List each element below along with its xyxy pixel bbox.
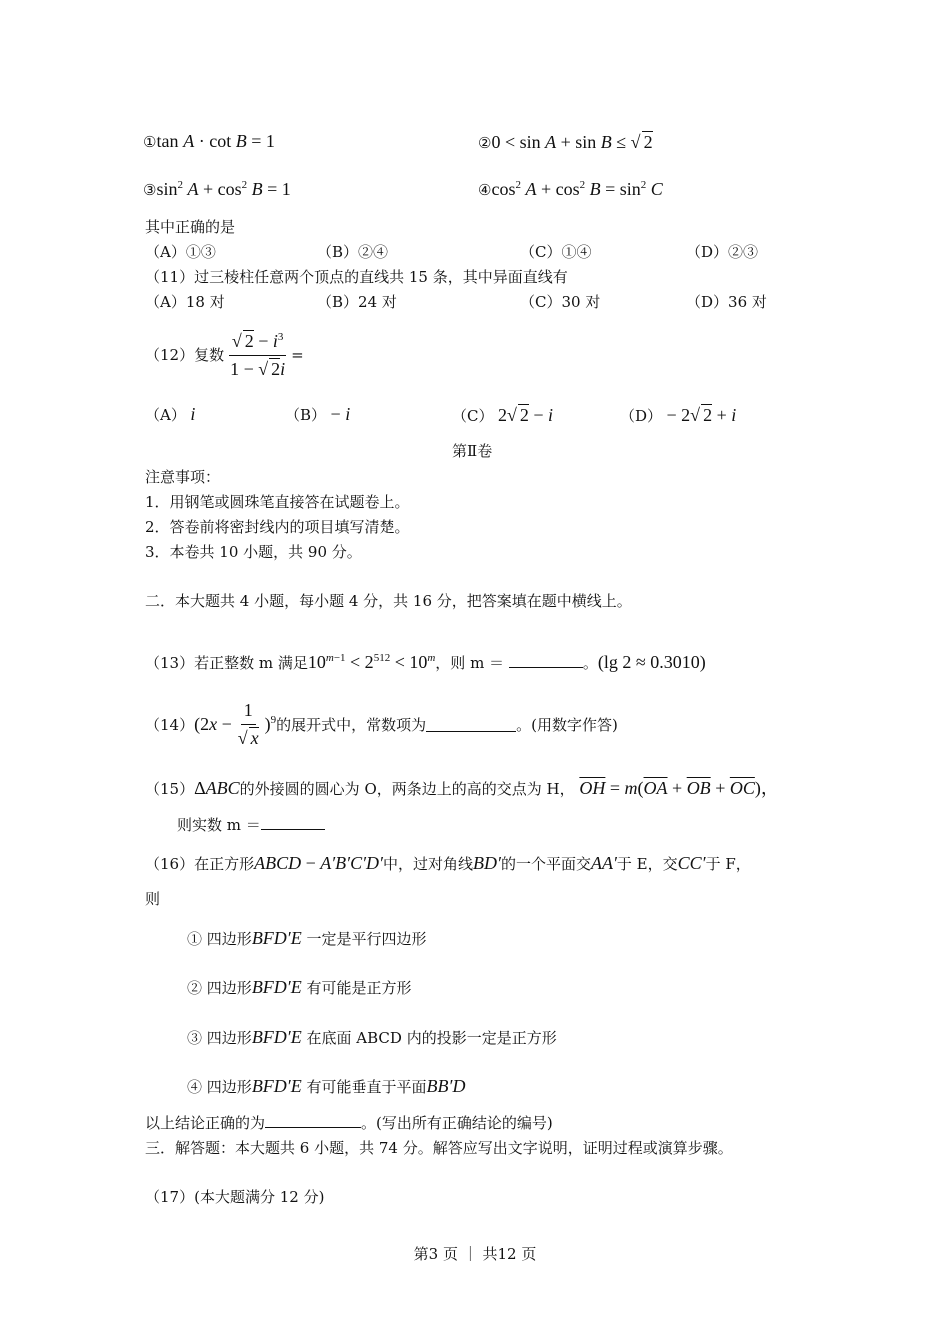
q16-item-4: ④ 四边形BFD′E 有可能垂直于平面BB′D bbox=[187, 1076, 466, 1096]
statement-1: ①tan A · cot B = 1 bbox=[143, 131, 275, 151]
q16-item-3: ③ 四边形BFD′E 在底面 ABCD 内的投影一定是正方形 bbox=[187, 1027, 557, 1047]
section-title: 第Ⅱ卷 bbox=[452, 442, 493, 460]
q12-fraction: $\frac{√ 2 - i^3}{1 - √ 2i}$ bbox=[230, 331, 286, 379]
notice-3: 3．本卷共 10 小题，共 90 分。 bbox=[145, 543, 362, 561]
q12-option-a: （A） i bbox=[145, 404, 196, 424]
q12-option-b: （B） − i bbox=[285, 404, 351, 424]
q11-option-d: （D）36 对 bbox=[686, 293, 767, 311]
q11-option-a: （A）18 对 bbox=[145, 293, 225, 311]
q10-prompt: 其中正确的是 bbox=[145, 218, 236, 236]
q14-answer-blank[interactable] bbox=[426, 717, 516, 732]
q16-item-1: ① 四边形BFD′E 一定是平行四边形 bbox=[187, 928, 427, 948]
q11-stem: （11）过三棱柱任意两个顶点的直线共 15 条，其中异面直线有 bbox=[145, 268, 568, 286]
q16-item-2: ② 四边形BFD′E 有可能是正方形 bbox=[187, 977, 412, 997]
notice-1: 1．用钢笔或圆珠笔直接答在试题卷上。 bbox=[145, 493, 410, 511]
q12-option-d: （D） − 2√ 2 + i bbox=[620, 405, 737, 425]
q13-answer-blank[interactable] bbox=[509, 667, 583, 668]
q10-option-a: （A）①③ bbox=[145, 243, 216, 261]
q13: （13）若正整数 m 满足$10^{m-1} < 2^{512} < 10^m$，则 m ＝ 。(lg 2 ≈ 0.3010) bbox=[145, 652, 706, 672]
q11-option-c: （C）30 对 bbox=[520, 293, 601, 311]
notice-2: 2．答卷前将密封线内的项目填写清楚。 bbox=[145, 518, 410, 536]
q15-line2: 则实数 m ＝ bbox=[177, 816, 325, 834]
q16-then: 则 bbox=[145, 890, 161, 908]
q10-option-c: （C）①④ bbox=[520, 243, 592, 261]
statement-2: ②0 < sin A + sin B ≤ √ 2 bbox=[478, 132, 653, 152]
page-footer: 第3 页 ｜ 共12 页 bbox=[413, 1245, 537, 1263]
q10-option-d: （D）②③ bbox=[686, 243, 759, 261]
q10-option-b: （B）②④ bbox=[317, 243, 389, 261]
part3-heading: 三．解答题：本大题共 6 小题，共 74 分。解答应写出文字说明，证明过程或演算步骤。 bbox=[145, 1139, 733, 1157]
notice-title: 注意事项： bbox=[145, 468, 221, 486]
q16-conclusion: 以上结论正确的为 。(写出所有正确结论的编号) bbox=[145, 1114, 553, 1132]
q16-answer-blank[interactable] bbox=[265, 1115, 361, 1128]
q11-option-b: （B）24 对 bbox=[317, 293, 397, 311]
q14-fraction: $\frac{1}{√ x}$ bbox=[237, 700, 259, 748]
q14: （14） (2x − $\frac{1}{√ x}$ )$^9$ 的展开式中，常数项为 。(用数字作答) bbox=[145, 700, 618, 748]
part2-heading: 二．本大题共 4 小题，每小题 4 分，共 16 分，把答案填在题中横线上。 bbox=[145, 592, 632, 610]
q16-stem: （16）在正方形ABCD − A′B′C′D′中，过对角线BD′的一个平面交AA′于 E，交CC′于 F， bbox=[145, 853, 751, 873]
q17-heading: （17）(本大题满分 12 分) bbox=[145, 1188, 325, 1206]
q15-answer-blank[interactable] bbox=[261, 817, 325, 830]
statement-3: $③\sin^2$ $A + \cos^2 B = 1$ bbox=[143, 179, 291, 199]
q12-option-c: （C） 2√ 2 − i bbox=[452, 405, 554, 425]
statement-4: $④\cos^2$ $A + \cos^2 B = \sin^2 C$ bbox=[478, 179, 663, 199]
q12-stem: （12）复数 $\frac{√ 2 - i^3}{1 - √ 2i}$ = bbox=[145, 331, 304, 379]
q15-line1: （15）ΔABC的外接圆的圆心为 O，两条边上的高的交点为 H， $\overline{OH} = m(\overline{OA} + \overline{OB} + \overline{OC})$， bbox=[145, 778, 779, 798]
